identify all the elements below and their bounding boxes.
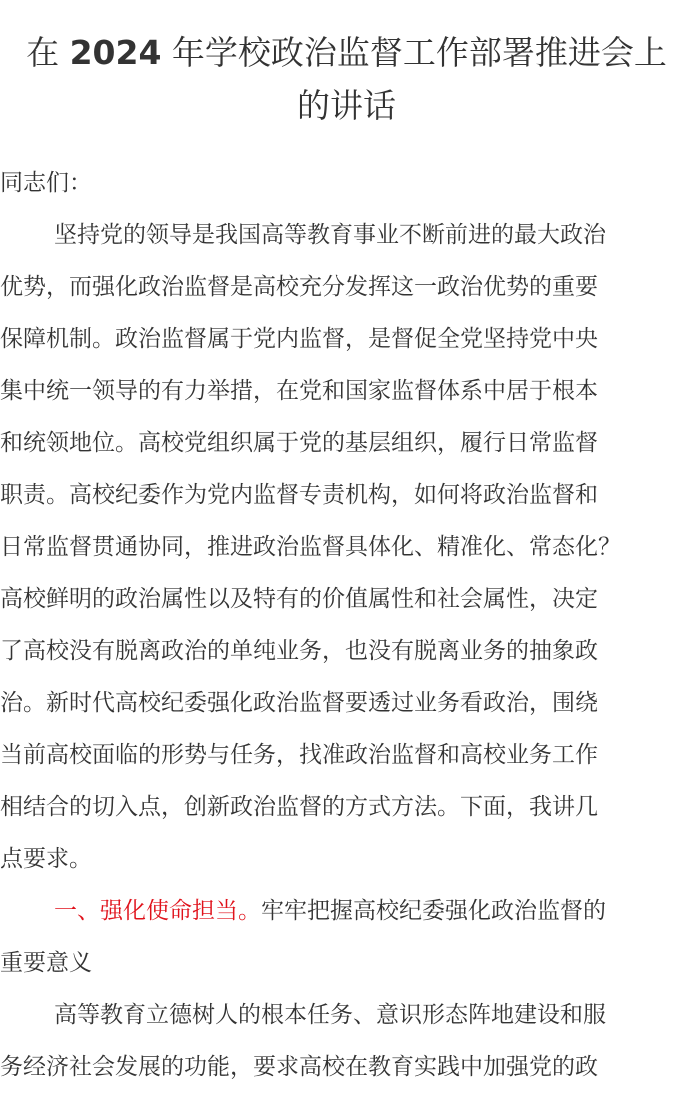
paragraph1-line: 保障机制。政治监督属于党内监督，是督促全党坚持党中央 — [0, 326, 598, 352]
title-year: 2024 — [69, 33, 162, 72]
paragraph1-line: 高校鲜明的政治属性以及特有的价值属性和社会属性，决定 — [0, 586, 598, 612]
paragraph2-line: 务经济社会发展的功能，要求高校在教育实践中加强党的政 — [0, 1054, 598, 1080]
paragraph1-line: 职责。高校纪委作为党内监督专责机构，如何将政治监督和 — [0, 482, 598, 508]
paragraph1-line: 日常监督贯通协同，推进政治监督具体化、精准化、常态化？ — [0, 534, 621, 560]
title-line2: 的讲话 — [297, 86, 396, 125]
paragraph1-line: 集中统一领导的有力举措，在党和国家监督体系中居于根本 — [0, 378, 598, 404]
document-title — [0, 26, 693, 132]
section1-heading-line2: 重要意义 — [0, 950, 92, 976]
section1-heading-line — [54, 885, 606, 937]
paragraph1-line: 坚持党的领导是我国高等教育事业不断前进的最大政治 — [54, 222, 606, 248]
paragraph1-line: 了高校没有脱离政治的单纯业务，也没有脱离业务的抽象政 — [0, 638, 598, 664]
title-prefix: 在 — [26, 33, 70, 72]
paragraph1-line: 点要求。 — [0, 846, 92, 872]
paragraph1-line: 相结合的切入点，创新政治监督的方式方法。下面，我讲几 — [0, 794, 598, 820]
salutation: 同志们： — [0, 170, 92, 196]
paragraph2-line: 高等教育立德树人的根本任务、意识形态阵地建设和服 — [54, 1002, 606, 1028]
paragraph1-line: 当前高校面临的形势与任务，找准政治监督和高校业务工作 — [0, 742, 598, 768]
paragraph1-line: 治。新时代高校纪委强化政治监督要透过业务看政治，围绕 — [0, 690, 598, 716]
section1-heading-rest: 牢牢把握高校纪委强化政治监督的 — [261, 898, 606, 924]
title-line1: 年学校政治监督工作部署推进会上 — [161, 33, 667, 72]
section1-heading: 一、强化使命担当。 — [54, 898, 261, 924]
paragraph1-line: 优势，而强化政治监督是高校充分发挥这一政治优势的重要 — [0, 274, 598, 300]
paragraph1-line: 和统领地位。高校党组织属于党的基层组织，履行日常监督 — [0, 430, 598, 456]
